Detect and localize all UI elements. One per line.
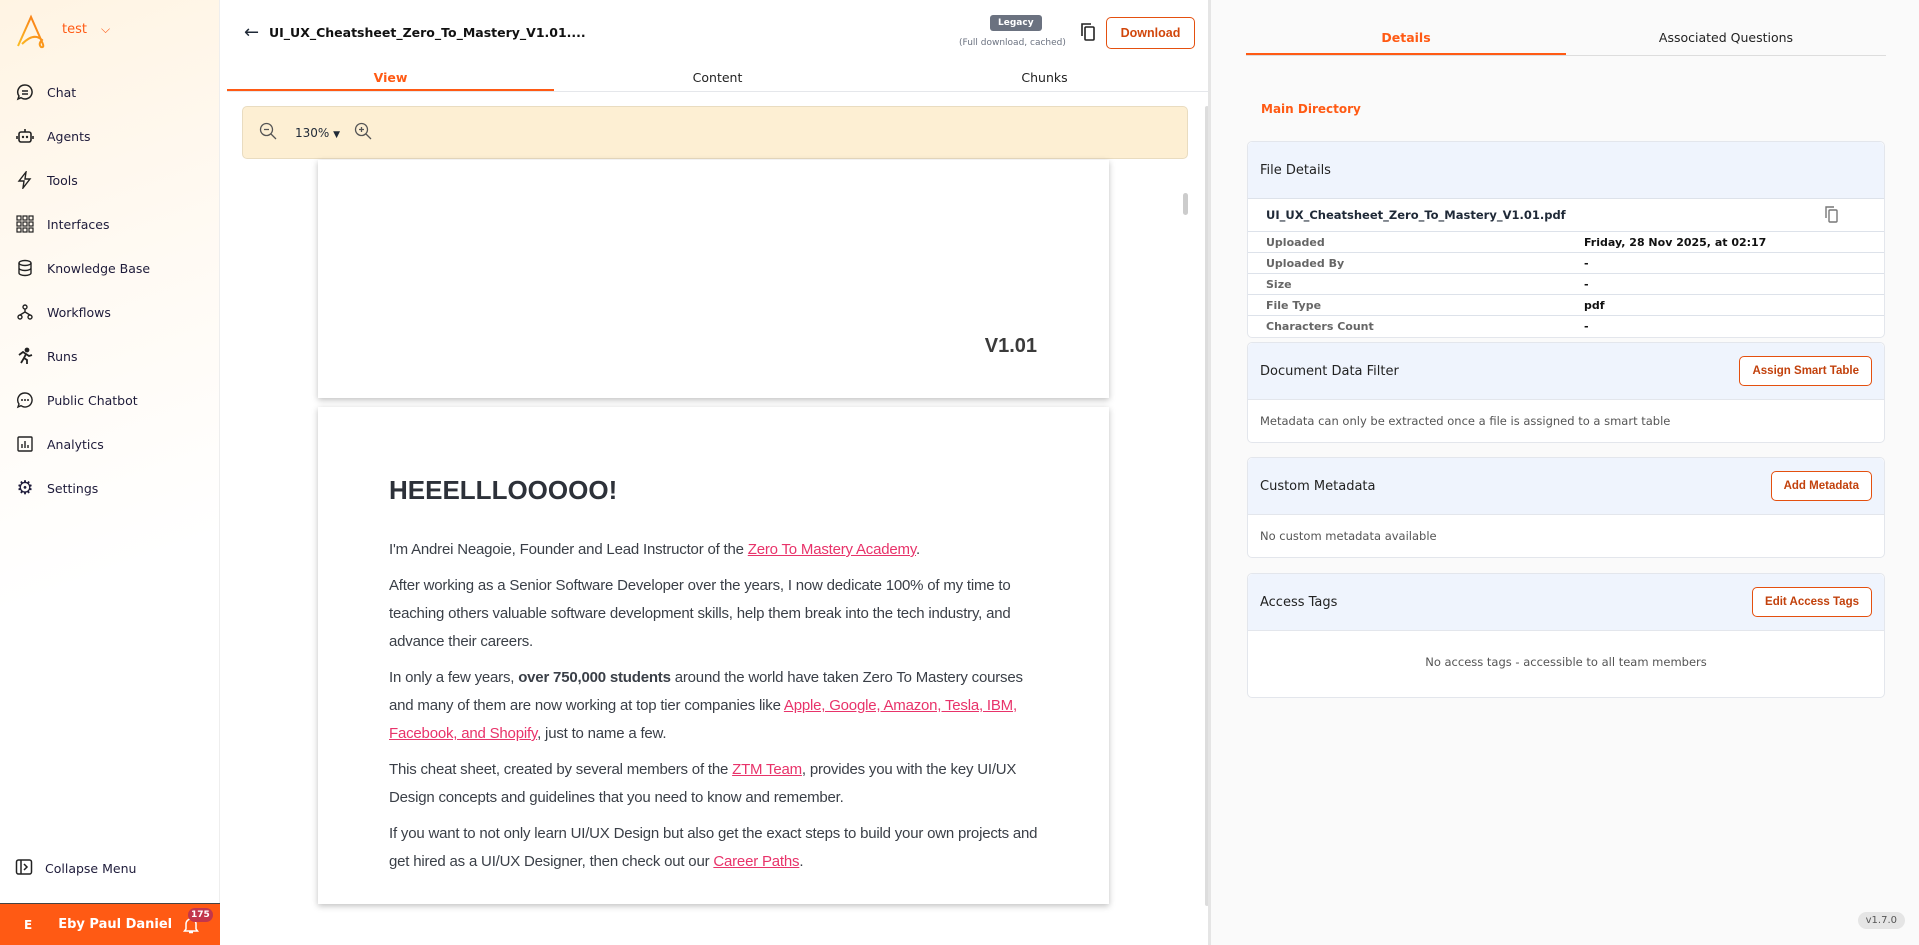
- detail-row: [1248, 232, 1884, 253]
- doc-paragraph: [389, 536, 1049, 564]
- tab-view[interactable]: View: [227, 64, 554, 91]
- add-metadata-button[interactable]: Add Metadata: [1771, 471, 1872, 501]
- detail-row: [1248, 316, 1884, 337]
- app-logo[interactable]: [14, 14, 50, 50]
- link-ztm-academy[interactable]: Zero To Mastery Academy: [747, 541, 917, 558]
- link-companies[interactable]: Apple, Google, Amazon, Tesla, IBM, Facebook, and Shopify: [389, 697, 1017, 742]
- doc-paragraph: [389, 664, 1049, 748]
- tab-associated-questions[interactable]: Associated Questions: [1658, 30, 1794, 45]
- document-title: UI_UX_Cheatsheet_Zero_To_Mastery_V1.01....: [269, 25, 586, 40]
- version-badge: v1.7.0: [1858, 912, 1905, 929]
- version-text: V1.01: [984, 335, 1037, 357]
- sidebar-item-agents[interactable]: [0, 114, 220, 158]
- viewer-tabs: [227, 64, 1208, 92]
- card-title: File Details: [1260, 162, 1331, 178]
- grid-icon: [15, 214, 35, 234]
- document-data-filter-card: [1247, 342, 1885, 443]
- zoom-out-icon[interactable]: [259, 122, 277, 143]
- sidebar-item-public-chatbot[interactable]: [0, 378, 220, 422]
- sidebar: [0, 0, 220, 945]
- user-name: Eby Paul Daniel: [58, 917, 173, 932]
- bold-text: over 750,000 students: [518, 669, 671, 686]
- card-title: Custom Metadata: [1260, 478, 1376, 494]
- pdf-pages[interactable]: [227, 170, 1202, 945]
- user-profile[interactable]: [0, 903, 220, 945]
- workspace-selector[interactable]: [62, 22, 110, 37]
- copy-icon[interactable]: [1824, 205, 1839, 226]
- sidebar-item-runs[interactable]: [0, 334, 220, 378]
- doc-paragraph: [389, 756, 1049, 812]
- sidebar-item-knowledge-base[interactable]: [0, 246, 220, 290]
- detail-key: Characters Count: [1266, 320, 1374, 333]
- sidebar-item-chat[interactable]: [0, 70, 220, 114]
- text: In only a few years,: [389, 669, 519, 686]
- gear-icon: ⚙: [16, 477, 34, 499]
- text: If you want to not only learn UI/UX Design but also get the exact steps to build your own projects and get hired as a UI/UX Designer, then check out our: [389, 825, 1038, 870]
- custom-metadata-card: [1247, 457, 1885, 558]
- sidebar-item-interfaces[interactable]: [0, 202, 220, 246]
- access-tags-card: [1247, 573, 1885, 698]
- chart-icon: [15, 434, 35, 454]
- card-title: Access Tags: [1260, 594, 1338, 610]
- nav-label: Interfaces: [47, 216, 110, 232]
- workflow-icon: [15, 302, 35, 322]
- download-button[interactable]: Download: [1106, 17, 1195, 49]
- chat-dots-icon: [15, 390, 35, 410]
- detail-value: Friday, 28 Nov 2025, at 02:17: [1584, 235, 1767, 249]
- text: I'm Andrei Neagoie, Founder and Lead Instructor of the: [389, 541, 748, 558]
- run-icon: [15, 346, 35, 366]
- collapse-menu-button[interactable]: [15, 858, 136, 879]
- copy-icon[interactable]: [1079, 22, 1097, 46]
- zoom-value: 130%: [295, 125, 330, 140]
- nav-label: Chat: [47, 84, 77, 100]
- link-ztm-team[interactable]: ZTM Team: [732, 761, 802, 778]
- nav-label: Workflows: [47, 304, 111, 320]
- nav: [0, 70, 220, 510]
- doc-paragraph: [389, 820, 1049, 876]
- notification-count: 175: [188, 908, 213, 922]
- pdf-page-1: [318, 160, 1109, 398]
- text: .: [916, 541, 920, 558]
- legacy-badge: Legacy: [990, 15, 1042, 31]
- zoom-in-icon[interactable]: [354, 122, 372, 143]
- sidebar-item-analytics[interactable]: [0, 422, 220, 466]
- detail-row: [1248, 253, 1884, 274]
- detail-key: File Type: [1266, 298, 1322, 312]
- nav-label: Runs: [47, 348, 78, 364]
- sidebar-item-settings[interactable]: [0, 466, 220, 510]
- card-body-text: No access tags - accessible to all team members: [1425, 655, 1707, 669]
- link-career-paths[interactable]: Career Paths: [713, 853, 800, 870]
- detail-value: -: [1584, 256, 1589, 270]
- card-body-text: No custom metadata available: [1260, 529, 1437, 543]
- detail-value: pdf: [1584, 298, 1605, 312]
- text: .: [799, 853, 804, 870]
- chat-icon: [15, 82, 35, 102]
- pdf-scrollbar[interactable]: [1183, 193, 1188, 215]
- document-viewer: [227, 0, 1208, 945]
- sidebar-expand-icon: [15, 858, 33, 879]
- pdf-page-2: [318, 407, 1109, 904]
- zoom-select[interactable]: [295, 126, 340, 140]
- back-arrow-icon[interactable]: ←: [244, 22, 260, 43]
- collapse-label: Collapse Menu: [45, 861, 137, 876]
- text: This cheat sheet, created by several members of the: [389, 761, 733, 778]
- avatar: E: [24, 917, 33, 932]
- detail-key: Uploaded: [1266, 235, 1325, 249]
- nav-label: Settings: [47, 480, 99, 496]
- file-name: UI_UX_Cheatsheet_Zero_To_Mastery_V1.01.pdf: [1266, 208, 1566, 222]
- workspace-name: test: [62, 22, 87, 37]
- detail-value: -: [1584, 320, 1589, 333]
- detail-row: [1248, 274, 1884, 295]
- tab-chunks[interactable]: Chunks: [1021, 70, 1068, 85]
- tab-content[interactable]: Content: [692, 70, 743, 85]
- legacy-note: (Full download, cached): [959, 38, 1066, 48]
- file-details-card: [1247, 141, 1885, 338]
- bolt-icon: [15, 170, 35, 190]
- chevron-down-icon: ⌵: [100, 22, 111, 36]
- text: around the world have taken Zero To Mastery courses and many of them are now working at top tier companies like: [389, 669, 1023, 714]
- nav-label: Knowledge Base: [47, 260, 151, 276]
- doc-paragraph: After working as a Senior Software Developer over the years, I now dedicate 100% of my time to teaching others valuable software development skills, help them break into the tech industry, and advance their careers.: [389, 577, 1011, 650]
- edit-access-tags-button[interactable]: Edit Access Tags: [1752, 587, 1872, 617]
- detail-row: [1248, 295, 1884, 316]
- directory-link[interactable]: Main Directory: [1261, 102, 1361, 116]
- detail-key: Uploaded By: [1266, 256, 1345, 270]
- card-body-text: Metadata can only be extracted once a file is assigned to a smart table: [1260, 414, 1671, 428]
- nav-label: Public Chatbot: [47, 392, 138, 408]
- sidebar-item-workflows[interactable]: [0, 290, 220, 334]
- card-title: Document Data Filter: [1260, 363, 1399, 379]
- doc-heading: HEEELLLOOOOO!: [389, 475, 618, 505]
- sidebar-item-tools[interactable]: [0, 158, 220, 202]
- text: , just to name a few.: [537, 725, 667, 742]
- details-panel: [1211, 0, 1919, 945]
- text: , provides you with the key UI/UX Design concepts and guidelines that you need to know and remember.: [389, 761, 1017, 806]
- caret-down-icon: ▼: [333, 129, 341, 140]
- nav-label: Analytics: [47, 436, 104, 452]
- detail-key: Size: [1266, 277, 1292, 291]
- detail-value: -: [1584, 277, 1589, 291]
- database-icon: [15, 258, 35, 278]
- assign-smart-table-button[interactable]: Assign Smart Table: [1739, 356, 1872, 386]
- zoom-toolbar: [242, 106, 1188, 159]
- details-tabs: [1246, 30, 1886, 56]
- robot-icon: [15, 126, 35, 146]
- nav-label: Agents: [47, 128, 91, 144]
- tab-details[interactable]: Details: [1246, 30, 1566, 55]
- nav-label: Tools: [47, 172, 78, 188]
